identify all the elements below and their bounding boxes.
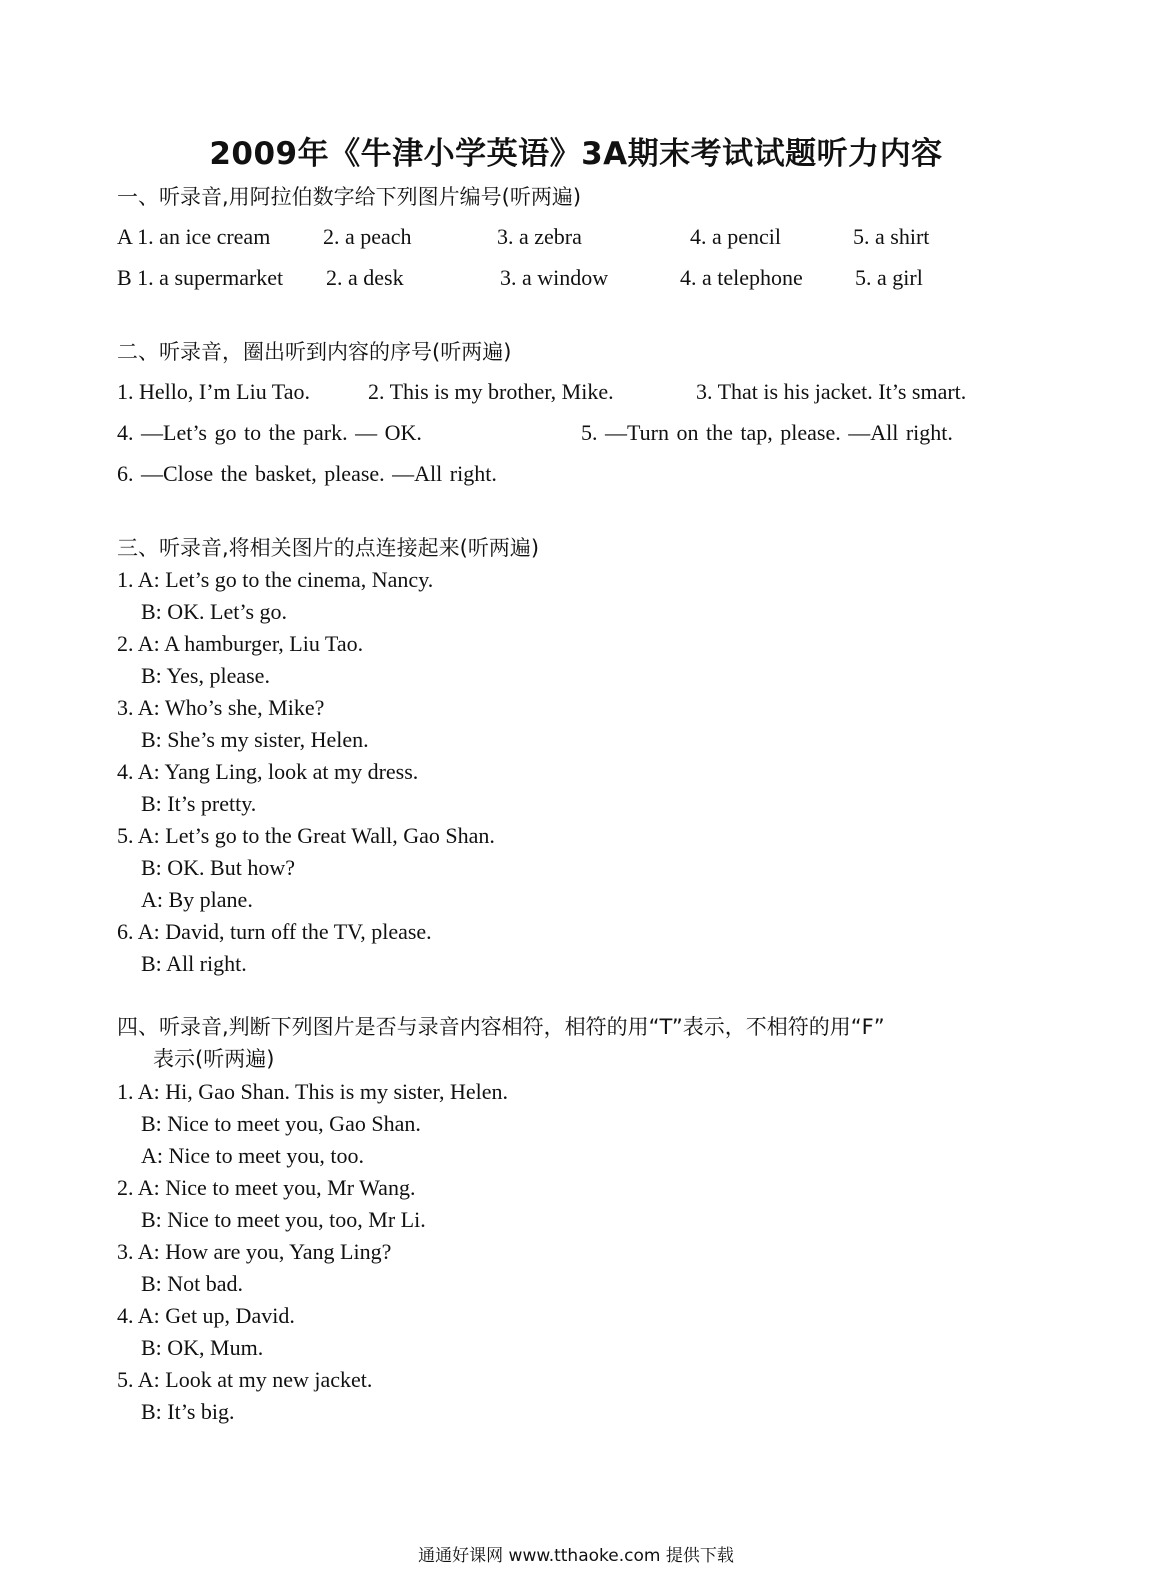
dialogue-line: B: It’s pretty. [141, 791, 257, 816]
dialogue-line: 4. A: Get up, David. [117, 1303, 295, 1328]
section2-item: 4. —Let’s go to the park. — OK. [117, 420, 422, 445]
section2-item: 3. That is his jacket. It’s smart. [696, 379, 967, 404]
row-a-item: 3. a zebra [497, 224, 582, 249]
section4-heading: 四、听录音,判断下列图片是否与录音内容相符，相符的用“T”表示，不相符的用“F” [117, 1015, 885, 1039]
section2-item: 6. —Close the basket, please. —All right. [117, 461, 497, 486]
row-a-item: 4. a pencil [690, 224, 782, 249]
dialogue-line: B: Nice to meet you, Gao Shan. [141, 1111, 421, 1136]
dialogue-line: A: By plane. [141, 887, 253, 912]
dialogue-line: B: All right. [141, 951, 247, 976]
dialogue-line: B: She’s my sister, Helen. [141, 727, 369, 752]
section2-item: 5. —Turn on the tap, please. —All right. [581, 420, 953, 445]
footer-text: 通通好课网 www.tthaoke.com 提供下载 [418, 1546, 734, 1566]
dialogue-line: B: Nice to meet you, too, Mr Li. [141, 1207, 426, 1232]
row-a-item: 5. a shirt [853, 224, 930, 249]
dialogue-line: 2. A: Nice to meet you, Mr Wang. [117, 1175, 416, 1200]
dialogue-line: 6. A: David, turn off the TV, please. [117, 919, 432, 944]
dialogue-line: B: OK. But how? [141, 855, 295, 880]
dialogue-line: B: Not bad. [141, 1271, 244, 1296]
row-b-item: 4. a telephone [680, 265, 803, 290]
dialogue-line: 5. A: Let’s go to the Great Wall, Gao Shan. [117, 823, 495, 848]
section2-heading: 二、听录音，圈出听到内容的序号(听两遍) [117, 340, 512, 364]
dialogue-line: A: Nice to meet you, too. [141, 1143, 365, 1168]
dialogue-line: B: OK, Mum. [141, 1335, 264, 1360]
page-title: 2009年《牛津小学英语》3A期末考试试题听力内容 [209, 136, 943, 172]
row-a-item: 2. a peach [323, 224, 412, 249]
row-a-item: A 1. an ice cream [117, 224, 271, 249]
dialogue-line: 2. A: A hamburger, Liu Tao. [117, 631, 364, 656]
dialogue-line: 4. A: Yang Ling, look at my dress. [117, 759, 419, 784]
dialogue-line: B: It’s big. [141, 1399, 235, 1424]
row-b-item: 5. a girl [855, 265, 923, 290]
dialogue-line: 3. A: How are you, Yang Ling? [117, 1239, 392, 1264]
dialogue-line: 3. A: Who’s she, Mike? [117, 695, 325, 720]
row-b-item: 2. a desk [326, 265, 404, 290]
section2-item: 2. This is my brother, Mike. [368, 379, 614, 404]
section1-heading: 一、听录音,用阿拉伯数字给下列图片编号(听两遍) [117, 185, 582, 209]
section2-item: 1. Hello, I’m Liu Tao. [117, 379, 310, 404]
row-b-item: 3. a window [500, 265, 609, 290]
section3-heading: 三、听录音,将相关图片的点连接起来(听两遍) [117, 536, 540, 560]
dialogue-line: 1. A: Hi, Gao Shan. This is my sister, Helen. [117, 1079, 509, 1104]
dialogue-line: 5. A: Look at my new jacket. [117, 1367, 373, 1392]
dialogue-line: B: Yes, please. [141, 663, 270, 688]
dialogue-line: 1. A: Let’s go to the cinema, Nancy. [117, 567, 434, 592]
dialogue-line: B: OK. Let’s go. [141, 599, 288, 624]
section4-heading-cont: 表示(听两遍) [153, 1047, 275, 1071]
row-b-item: B 1. a supermarket [117, 265, 284, 290]
